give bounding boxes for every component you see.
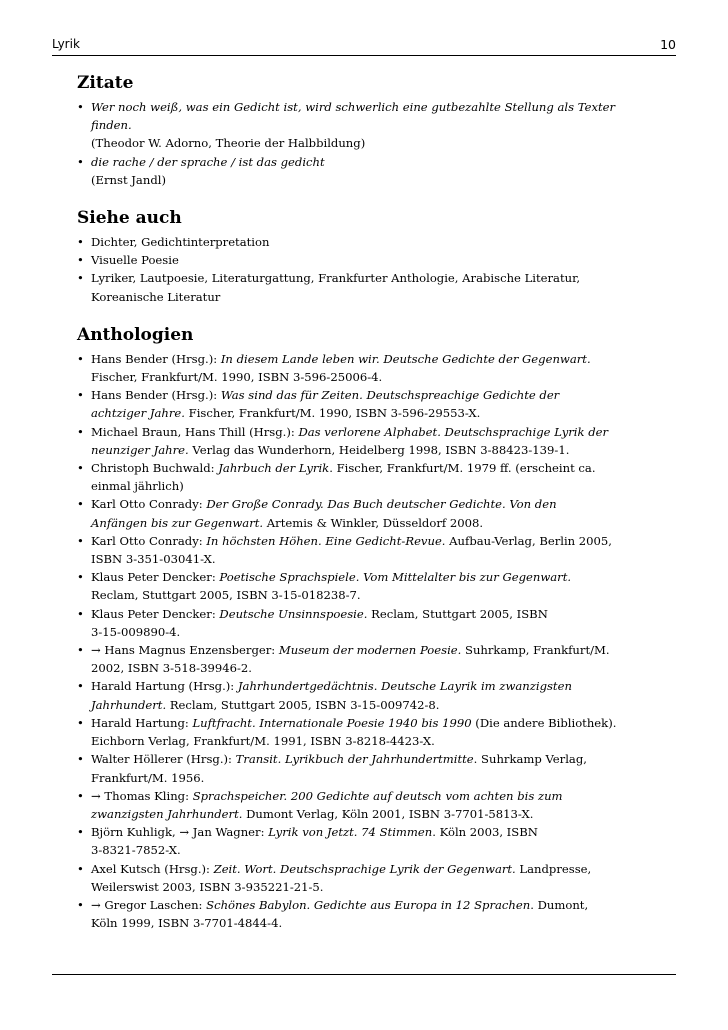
see-also-item[interactable] bbox=[77, 233, 677, 251]
bullet-icon: • bbox=[77, 752, 84, 767]
publication-info: Fischer, Frankfurt/M. 1990, ISBN 3-596-25006-4. bbox=[91, 370, 383, 385]
publication-info: Verlag das Wunderhorn, Heidelberg 1998, ISBN 3-88423-139-1. bbox=[188, 442, 570, 457]
section-heading-zitate: Zitate bbox=[77, 73, 134, 93]
author: Walter Höllerer (Hrsg.): bbox=[91, 752, 236, 767]
quote-source: (Ernst Jandl) bbox=[91, 172, 166, 187]
title-continued: zwanzigsten Jahrhundert. bbox=[91, 806, 243, 821]
publication-info: . Fischer, Frankfurt/M. 1979 ff. (erscheint ca. bbox=[329, 461, 596, 476]
footer-rule bbox=[52, 974, 676, 975]
title: Schönes Babylon. Gedichte aus Europa in 12 Sprachen bbox=[206, 897, 531, 912]
see-also-link[interactable]: Koreanische Literatur bbox=[91, 289, 221, 304]
page-number: 10 bbox=[660, 37, 676, 52]
publication-info: . Suhrkamp Verlag, bbox=[473, 752, 587, 767]
anthology-item bbox=[77, 568, 677, 604]
publication-info: Suhrkamp, Frankfurt/M. bbox=[461, 643, 610, 658]
bullet-icon: • bbox=[77, 897, 84, 912]
title: Jahrhundertgedächtnis. Deutsche Layrik im zwanzigsten bbox=[237, 679, 572, 694]
anthology-item bbox=[77, 459, 677, 495]
title: Poetische Sprachspiele. Vom Mittelalter bis zur Gegenwart. bbox=[219, 570, 572, 585]
author: Klaus Peter Dencker: bbox=[91, 606, 220, 621]
bullet-icon: • bbox=[77, 861, 84, 876]
title: Jahrbuch der Lyrik bbox=[218, 461, 330, 476]
bullet-icon: • bbox=[77, 679, 84, 694]
bullet-icon: • bbox=[77, 606, 84, 621]
author: Axel Kutsch (Hrsg.): bbox=[91, 861, 214, 876]
title-continued: Jahrhundert. bbox=[91, 697, 167, 712]
page-header bbox=[52, 37, 676, 56]
title: In höchsten Höhen. Eine Gedicht-Revue. bbox=[206, 533, 446, 548]
anthology-item bbox=[77, 605, 677, 641]
author: Karl Otto Conrady: bbox=[91, 533, 207, 548]
bullet-icon: • bbox=[77, 388, 84, 403]
bullet-icon: • bbox=[77, 461, 84, 476]
see-also-link[interactable]: Visuelle Poesie bbox=[91, 253, 179, 268]
title: Das verlorene Alphabet. Deutschsprachige Lyrik der bbox=[298, 424, 609, 439]
anthology-item bbox=[77, 860, 677, 896]
quote-list bbox=[77, 98, 677, 189]
publication-info: Reclam, Stuttgart 2005, ISBN bbox=[367, 606, 548, 621]
see-also-link[interactable]: Lyriker, Lautpoesie, Literaturgattung, Frankfurter Anthologie, Arabische Literatur, bbox=[91, 271, 581, 286]
title: Was sind das für Zeiten. Deutschspreachige Gedichte der bbox=[220, 388, 560, 403]
section-zitate bbox=[77, 72, 677, 189]
section-heading-anthologien: Anthologien bbox=[77, 324, 194, 345]
author: Hans Bender (Hrsg.): bbox=[91, 351, 221, 366]
see-also-link[interactable]: Dichter, Gedichtinterpretation bbox=[91, 235, 270, 250]
author: → Hans Magnus Enzensberger: bbox=[91, 643, 279, 658]
quote-item bbox=[77, 153, 677, 189]
title: Zeit. Wort. Deutschsprachige Lyrik der Gegenwart. bbox=[213, 861, 516, 876]
title: In diesem Lande leben wir. Deutsche Gedichte der Gegenwart. bbox=[220, 351, 591, 366]
bullet-icon: • bbox=[77, 253, 84, 268]
section-heading-siehe-auch: Siehe auch bbox=[77, 208, 182, 229]
author: Hans Bender (Hrsg.): bbox=[91, 388, 221, 403]
title: Sprachspeicher. 200 Gedichte auf deutsch vom achten bis zum bbox=[192, 788, 563, 803]
anthology-item bbox=[77, 714, 677, 750]
bullet-icon: • bbox=[77, 271, 84, 286]
bullet-icon: • bbox=[77, 154, 84, 169]
bullet-icon: • bbox=[77, 825, 84, 840]
anthology-item bbox=[77, 896, 677, 932]
quote-text: finden. bbox=[91, 118, 132, 133]
publication-info: Landpresse, bbox=[515, 861, 592, 876]
title-continued: achtziger Jahre. bbox=[91, 406, 185, 421]
bullet-icon: • bbox=[77, 570, 84, 585]
publication-info: . Köln 2003, ISBN bbox=[432, 825, 538, 840]
page-content bbox=[77, 72, 677, 950]
see-also-item[interactable] bbox=[77, 251, 677, 269]
title: Der Große Conrady. Das Buch deutscher Gedichte. Von den bbox=[206, 497, 557, 512]
bullet-icon: • bbox=[77, 235, 84, 250]
section-anthologien bbox=[77, 324, 677, 933]
title: Museum der modernen Poesie. bbox=[278, 643, 462, 658]
publication-info: Reclam, Stuttgart 2005, ISBN 3-15-009742-8. bbox=[166, 697, 440, 712]
publication-info: 3-15-009890-4. bbox=[91, 624, 181, 639]
publication-info: einmal jährlich) bbox=[91, 479, 184, 494]
author: Björn Kuhligk, → Jan Wagner: bbox=[91, 825, 269, 840]
title-continued: neunziger Jahre. bbox=[91, 442, 189, 457]
publication-info: Eichborn Verlag, Frankfurt/M. 1991, ISBN 3-8218-4423-X. bbox=[91, 734, 435, 749]
publication-info: (Die andere Bibliothek). bbox=[471, 715, 617, 730]
title: Luftfracht. Internationale Poesie 1940 bis 1990 bbox=[192, 715, 472, 730]
title: Deutsche Unsinnspoesie. bbox=[219, 606, 368, 621]
bullet-icon: • bbox=[77, 351, 84, 366]
quote-source: (Theodor W. Adorno, Theorie der Halbbildung) bbox=[91, 136, 366, 151]
title: Transit. Lyrikbuch der Jahrhundertmitte bbox=[235, 752, 474, 767]
bullet-icon: • bbox=[77, 533, 84, 548]
author: → Gregor Laschen: bbox=[91, 897, 207, 912]
anthology-item bbox=[77, 677, 677, 713]
quote-text: Wer noch weiß, was ein Gedicht ist, wird schwerlich eine gutbezahlte Stellung als Texter bbox=[91, 100, 616, 114]
bullet-icon: • bbox=[77, 643, 84, 658]
author: Christoph Buchwald: bbox=[91, 461, 219, 476]
bullet-icon: • bbox=[77, 715, 84, 730]
bullet-icon: • bbox=[77, 424, 84, 439]
publication-info: Weilerswist 2003, ISBN 3-935221-21-5. bbox=[91, 879, 324, 894]
anthology-item bbox=[77, 386, 677, 422]
quote-item bbox=[77, 98, 677, 153]
anthology-item bbox=[77, 350, 677, 386]
publication-info: . Dumont, bbox=[530, 897, 589, 912]
publication-info: ISBN 3-351-03041-X. bbox=[91, 552, 216, 567]
anthology-item bbox=[77, 495, 677, 531]
anthology-item bbox=[77, 823, 677, 859]
publication-info: Dumont Verlag, Köln 2001, ISBN 3-7701-5813-X. bbox=[242, 806, 534, 821]
author: Harald Hartung: bbox=[91, 715, 193, 730]
title: Lyrik von Jetzt. 74 Stimmen bbox=[268, 825, 433, 840]
title-continued: Anfängen bis zur Gegenwart. bbox=[91, 515, 264, 530]
anthology-list bbox=[77, 350, 677, 933]
see-also-item[interactable] bbox=[77, 269, 677, 305]
publication-info: Frankfurt/M. 1956. bbox=[91, 770, 205, 785]
publication-info: Artemis & Winkler, Düsseldorf 2008. bbox=[263, 515, 484, 530]
publication-info: 2002, ISBN 3-518-39946-2. bbox=[91, 661, 252, 676]
author: Klaus Peter Dencker: bbox=[91, 570, 220, 585]
publication-info: 3-8321-7852-X. bbox=[91, 843, 181, 858]
bullet-icon: • bbox=[77, 100, 84, 114]
publication-info: Fischer, Frankfurt/M. 1990, ISBN 3-596-29553-X. bbox=[184, 406, 481, 421]
anthology-item bbox=[77, 641, 677, 677]
running-title: Lyrik bbox=[52, 37, 80, 51]
quote-text: die rache / der sprache / ist das gedicht bbox=[91, 154, 325, 169]
anthology-item bbox=[77, 532, 677, 568]
see-also-list bbox=[77, 233, 677, 306]
section-siehe-auch bbox=[77, 207, 677, 306]
author: Karl Otto Conrady: bbox=[91, 497, 207, 512]
publication-info: Reclam, Stuttgart 2005, ISBN 3-15-018238-7. bbox=[91, 588, 361, 603]
publication-info: Aufbau-Verlag, Berlin 2005, bbox=[445, 533, 612, 548]
anthology-item bbox=[77, 787, 677, 823]
author: → Thomas Kling: bbox=[91, 788, 193, 803]
anthology-item bbox=[77, 750, 677, 786]
bullet-icon: • bbox=[77, 497, 84, 512]
anthology-item bbox=[77, 423, 677, 459]
author: Michael Braun, Hans Thill (Hrsg.): bbox=[91, 424, 299, 439]
publication-info: Köln 1999, ISBN 3-7701-4844-4. bbox=[91, 916, 283, 931]
author: Harald Hartung (Hrsg.): bbox=[91, 679, 238, 694]
bullet-icon: • bbox=[77, 788, 84, 803]
